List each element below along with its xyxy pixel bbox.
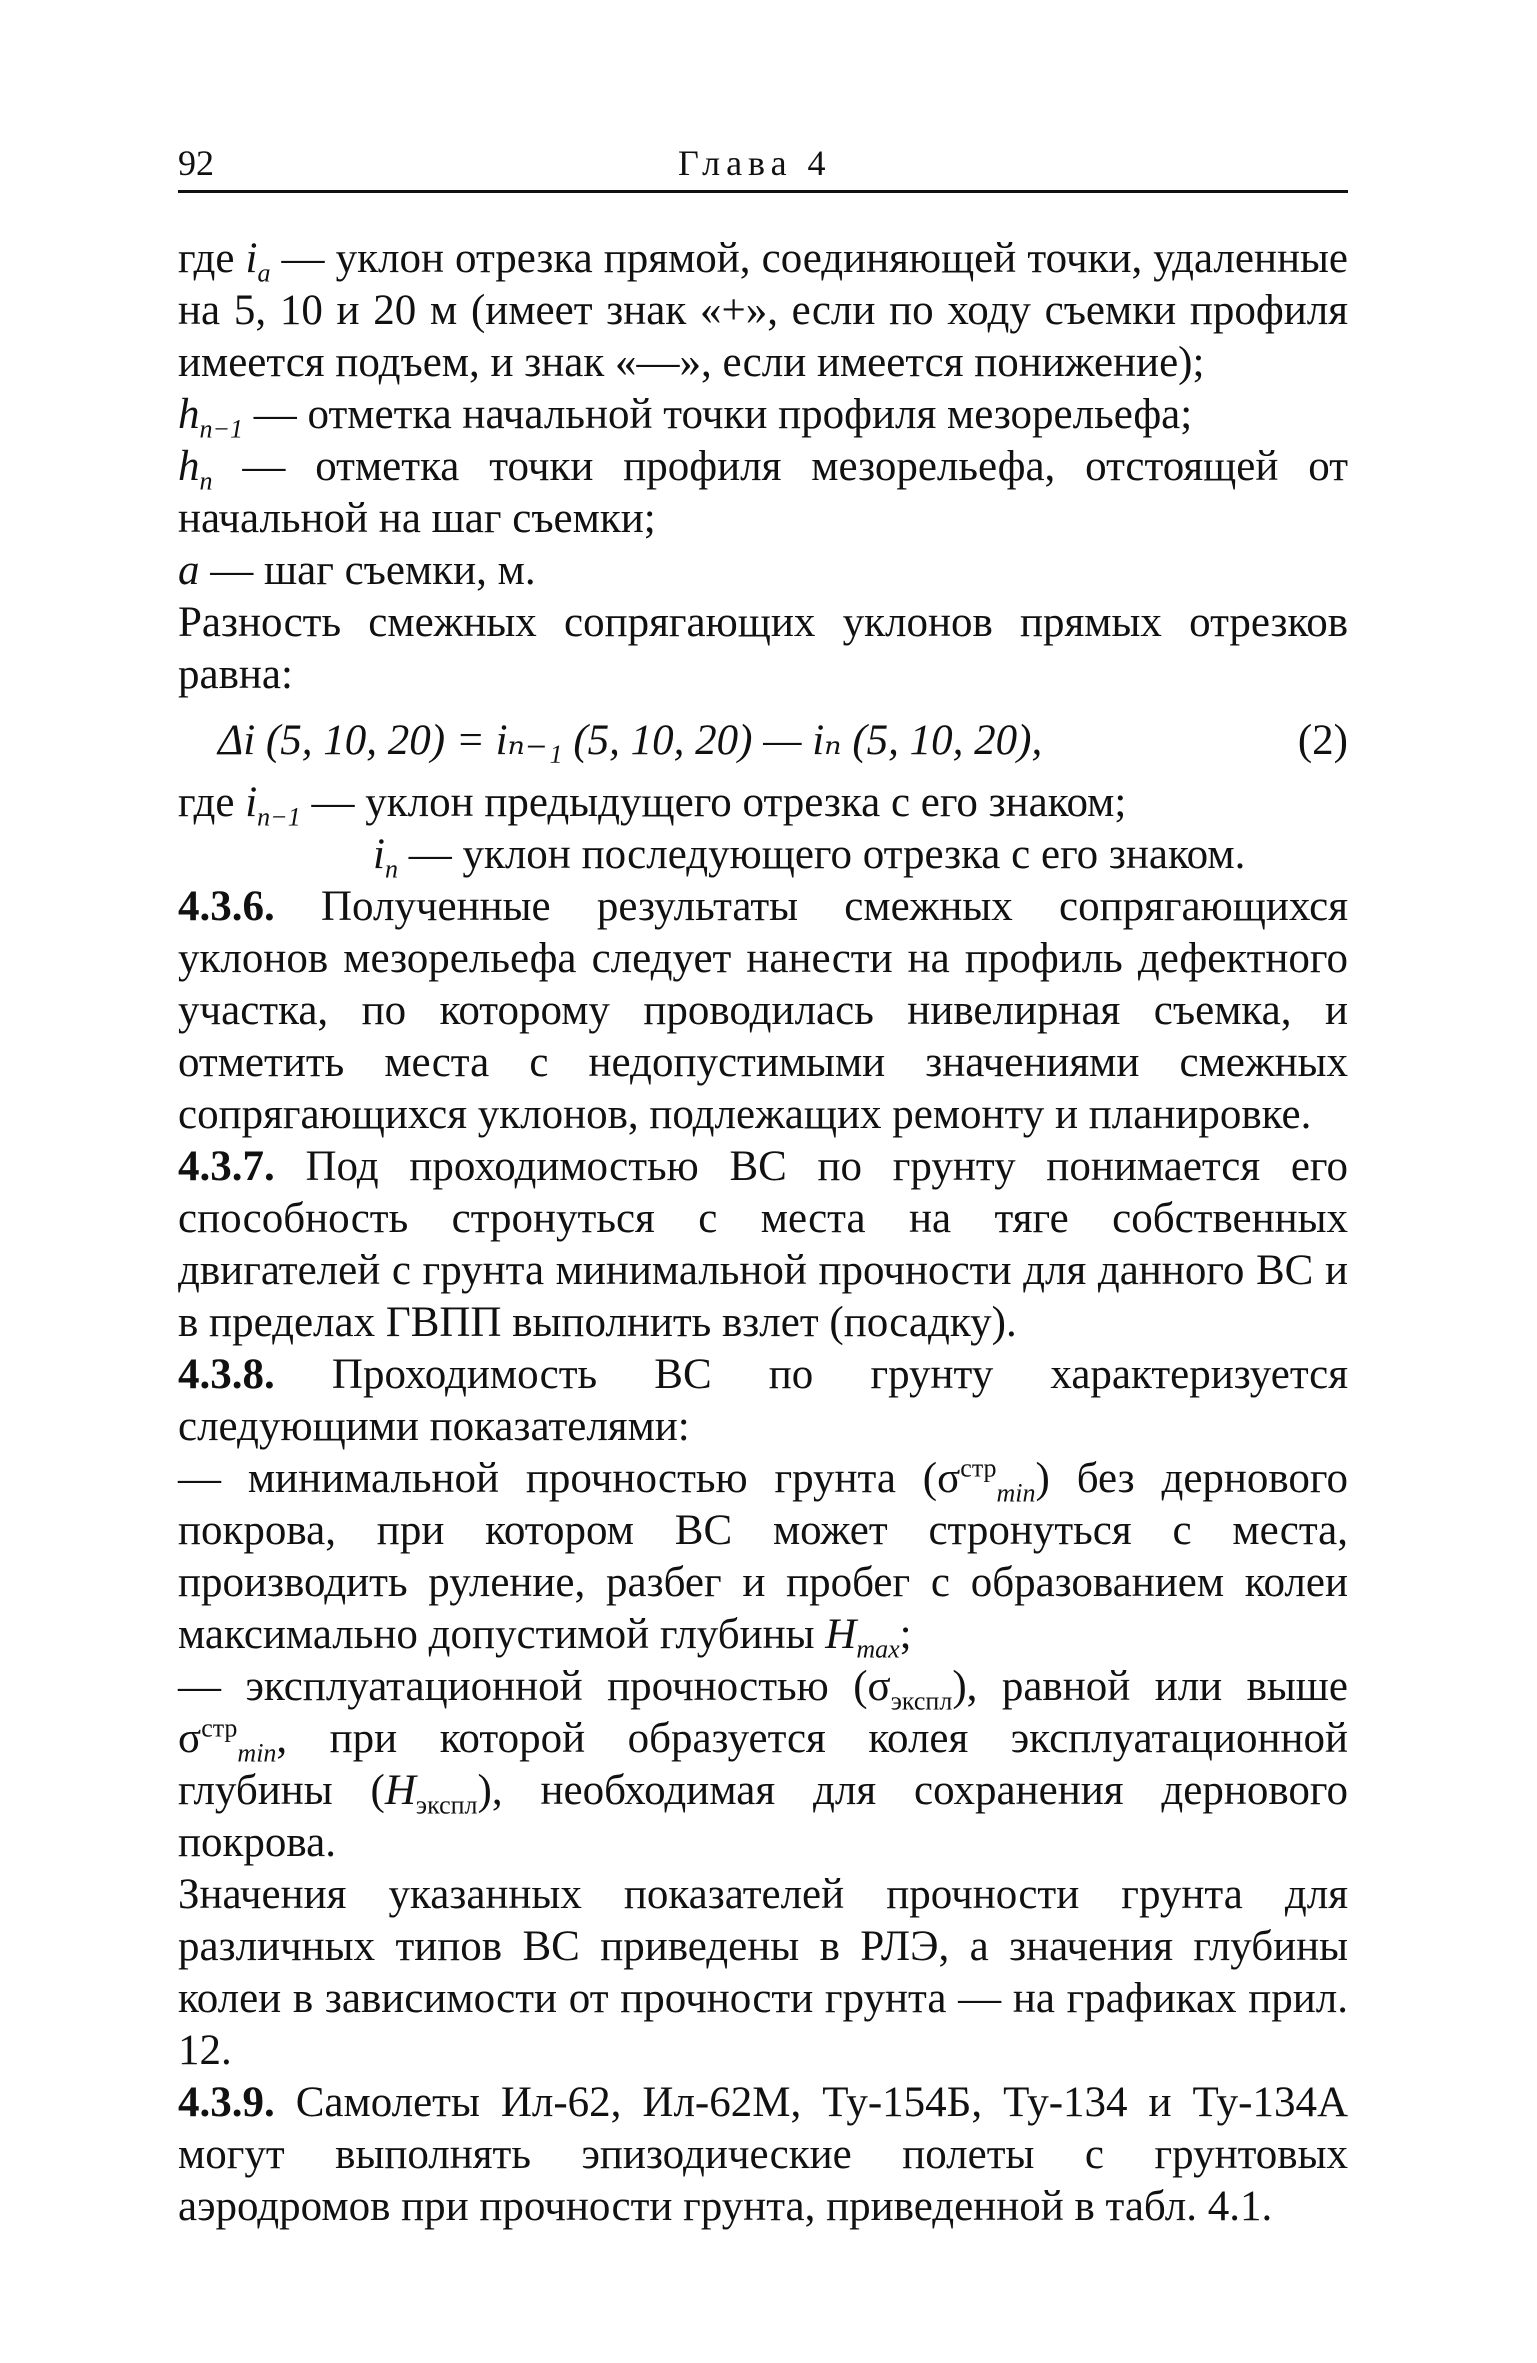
paragraph-difference: Разность смежных сопрягающих уклонов прямых отрезков равна: [178,599,1348,698]
page-header [178,130,1348,193]
dash-item-min-strength: — минимальной прочностью грунта $(\sigma^{стр}_{min})$ без дернового покрова, при котором ВС может стронуться с места, производить руление, разбег и пробег с образованием колеи максимально допустимой глубины $H_{max}$; [178,1453,1348,1664]
section-number: 4.3.8. [178,1351,275,1398]
document-page [178,130,1348,2233]
definition-ia: где $i_a$ — уклон отрезка прямой, соединяющей точки, удаленные на 5, 10 и 20 м (имеет знак «+», если по ходу съемки профиля имеется подъем, и знак «—», если имеется понижение); [178,235,1348,386]
section-4-3-6: 4.3.6. Полученные результаты смежных сопрягающихся уклонов мезорельефа следует нанести на профиль дефектного участка, по которому проводилась нивелирная съемка, и отметить места с недопустимыми значениями смежных сопрягающихся уклонов, подлежащих ремонту и планировке. [178,883,1348,1138]
section-4-3-9: 4.3.9. Самолеты Ил-62, Ил-62М, Ту-154Б, Ту-134 и Ту-134А могут выполнять эпизодические полеты с грунтовых аэродромов при прочности грунта, приведенной в табл. 4.1. [178,2079,1348,2230]
section-number: 4.3.9. [178,2079,275,2126]
definition-a: a — шаг съемки, м. [178,547,536,594]
dash-item-operational-strength: — эксплуатационной прочностью $(\sigma_{экспл})$, равной или выше $\sigma^{стр}_{min}$, при которой образуется колея эксплуатационной глубины $(H_{экспл})$, необходимая для сохранения дернового покрова. [178,1663,1349,1866]
page-number: 92 [178,143,214,183]
paragraph-values: Значения указанных показателей прочности грунта для различных типов ВС приведены в РЛЭ, а значения глубины колеи в зависимости от прочности грунта — на графиках прил. 12. [178,1871,1348,2074]
section-4-3-8: 4.3.8. Проходимость ВС по грунту характеризуется следующими показателями: [178,1351,1348,1450]
formula-2 [178,715,1348,767]
page-body [178,233,1348,2233]
definition-hn: $h_n$ — отметка точки профиля мезорельефа, отстоящей от начальной на шаг съемки; [178,443,1348,542]
definition-in: $i_n$ — уклон последующего отрезка с его знаком. [373,831,1246,884]
section-4-3-7: 4.3.7. Под проходимостью ВС по грунту понимается его способность стронуться с места на тяге собственных двигателей с грунта минимальной прочности для данного ВС и в пределах ГВПП выполнить взлет (посадку). [178,1143,1348,1346]
section-number: 4.3.7. [178,1143,275,1190]
formula-number: (2) [1297,717,1348,764]
section-number: 4.3.6. [178,883,275,930]
definition-in-1: где $i_{n-1}$ — уклон предыдущего отрезка с его знаком; [178,779,1127,832]
formula-expression: Δi (5, 10, 20) = iₙ₋₁ (5, 10, 20) — iₙ (5, 10, 20), [218,717,1043,764]
definition-hn-1: $h_{n-1}$ — отметка начальной точки профиля мезорельефа; [178,391,1193,444]
chapter-title: Глава 4 [678,143,832,183]
